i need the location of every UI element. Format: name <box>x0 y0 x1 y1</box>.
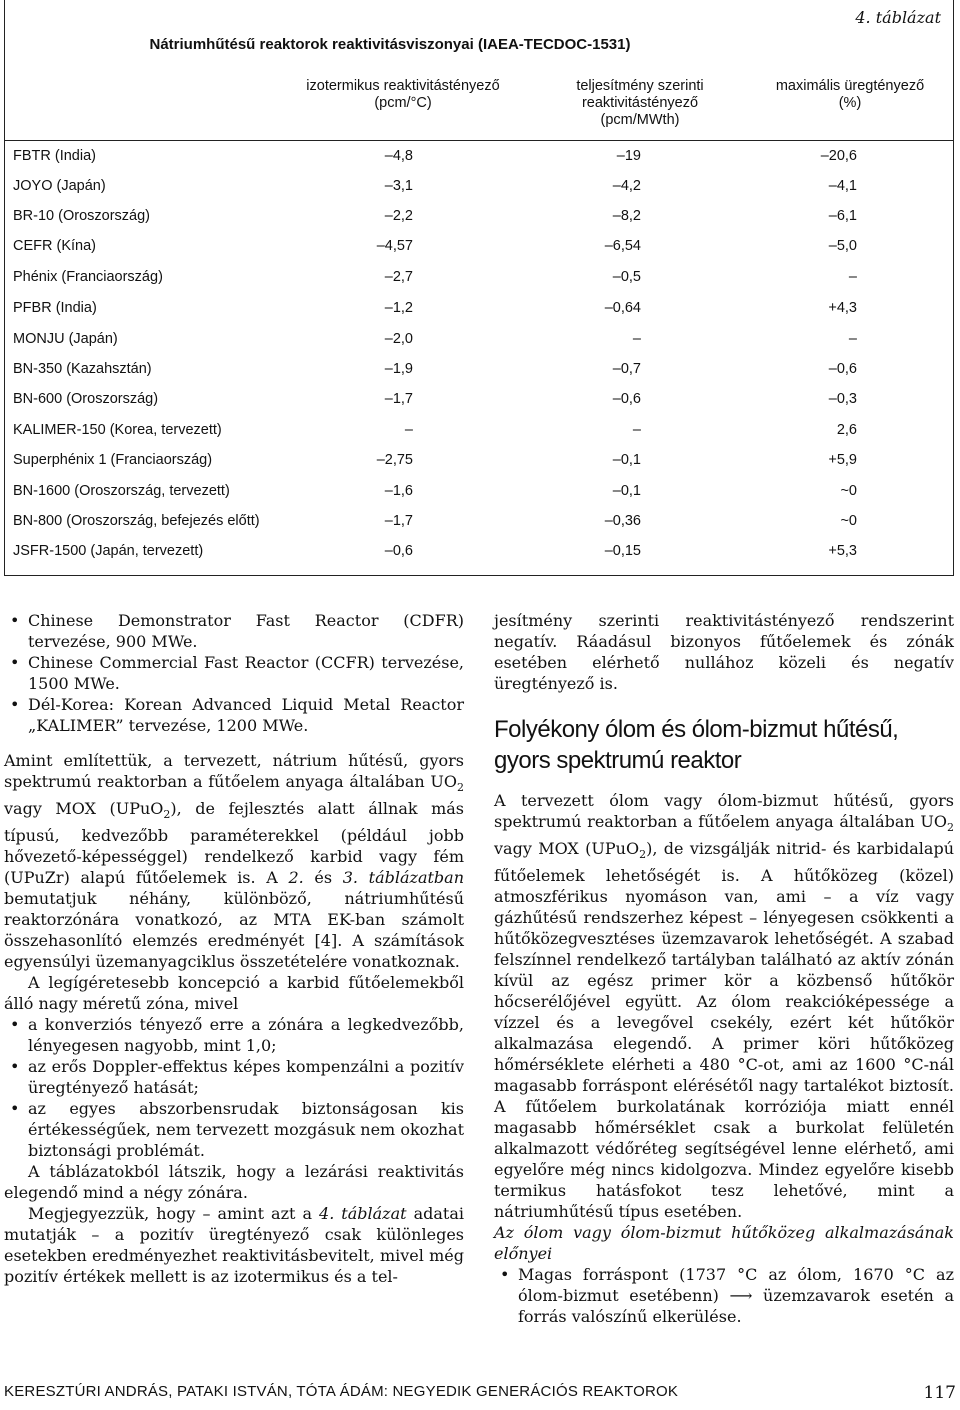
void-value: 2,6 <box>836 422 857 438</box>
table-row <box>5 481 953 503</box>
reactor-name: BN-800 (Oroszország, befejezés előtt) <box>13 513 260 529</box>
list-item: • az erős Doppler-effektus képes kompenzálni a pozitív üregtényező hatását; <box>4 1056 464 1098</box>
column-header-isothermal: izotermikus reaktivitástényező (pcm/°C) <box>306 78 500 111</box>
isothermal-value: –1,7 <box>384 391 413 407</box>
table-number: 4. táblázat <box>855 8 941 27</box>
table-row <box>5 450 953 472</box>
void-value: +5,9 <box>828 452 857 468</box>
table-row <box>5 298 953 320</box>
reactor-name: Phénix (Franciaország) <box>13 269 163 285</box>
isothermal-value: –1,9 <box>384 361 413 377</box>
column-header-void: maximális üregtényező (%) <box>775 78 925 111</box>
isothermal-value: –4,8 <box>384 148 413 164</box>
left-column <box>4 610 464 1287</box>
power-value: –0,64 <box>604 300 641 316</box>
reactor-name: BN-350 (Kazahsztán) <box>13 361 152 377</box>
isothermal-value: –1,7 <box>384 513 413 529</box>
power-value: –8,2 <box>612 208 641 224</box>
isothermal-value: –3,1 <box>384 178 413 194</box>
power-value: –0,7 <box>612 361 641 377</box>
isothermal-value: –1,2 <box>384 300 413 316</box>
paragraph-continued: jesítmény szerinti reaktivitástényező rendszerint negatív. Ráadásul bizonyos fűtőelemek és zónák esetében elérhető nullához közeli és negatív üregtényező is. <box>494 611 954 693</box>
power-value: – <box>632 331 641 347</box>
reactor-name: JOYO (Japán) <box>13 178 106 194</box>
table-row <box>5 389 953 411</box>
table-row <box>5 359 953 381</box>
reactor-name: MONJU (Japán) <box>13 331 118 347</box>
reactor-name: JSFR-1500 (Japán, tervezett) <box>13 543 204 559</box>
reactivity-table <box>4 0 954 576</box>
void-value: –20,6 <box>820 148 857 164</box>
void-value: – <box>848 331 857 347</box>
reactor-name: Superphénix 1 (Franciaország) <box>13 452 213 468</box>
paragraph-shutdown: A táblázatokból látszik, hogy a lezárási reaktivitás elegendő mind a négy zónára. <box>4 1162 464 1203</box>
power-value: –19 <box>616 148 641 164</box>
void-value: – <box>848 269 857 285</box>
column-header-power: teljesítmény szerinti reaktivitástényező (pcm/MWth) <box>576 78 704 128</box>
isothermal-value: –2,7 <box>384 269 413 285</box>
paragraph-concept: A legígéretesebb koncepció a karbid fűtőelemekből álló nagy méretű zóna, mivel <box>4 973 464 1014</box>
paragraph-fuel: Amint említettük, a tervezett, nátrium hűtésű, gyors spektrumú reaktorban a fűtőelem anyaga általában $UO_2$ vagy MOX (UPuO$_2$), de fejlesztés alatt állnak más típusú, kedvezőbb paraméterekkel (például jobb hővezető-képességgel) rendelkező karbid vagy fém (UPuZr) alapú fűtőelemek is. A 2. és 3. táblázatban bemutatjuk néhány, különböző, nátriumhűtésű reaktorzónára vonatkozó, az MTA EK-ban számolt összehasonlító elemzés eredményét [4]. A számítások egyensúlyi üzemanyagciklus összetételére vonatkoznak. <box>4 751 465 972</box>
void-value: –5,0 <box>828 238 857 254</box>
paragraph-lead-reactor: A tervezett ólom vagy ólom-bizmut hűtésű, gyors spektrumú reaktorban a fűtőelem anyaga általában $UO_2$ vagy MOX (UPuO$_2$), de vizsgálják nitrid- és karbidalapú fűtőelemek lehetőségét is. A hűtőközeg (közel) atmoszférikus nyomáson van, ami – a víz vagy gázhűtésű rendszerhez képest – lényegesen csökkenti a hűtőközegvesztéses üzemzavarok lehetőségét. A szabad felszínnel rendelkező tartályban található az aktív zónán kívül az egész primer kör a közbenső hűtőkör hőcserélőjével együtt. Az ólom reakcióképessége a vízzel és a levegővel csekély, ezért két hűtőkör alkalmazása elegendő. A primer köri hűtőközeg hőmérséklete elérheti a 480 °C-ot, ami az 1600 °C-nál magasabb forráspont elérésétől nagy tartalékot biztosít. A fűtőelem burkolatának korróziója miatt ennél magasabb hőmérséklet csak a burkolat felületén alkalmazott védőréteg segítségével lenne elérhető, ami egyelőre még nincs kidolgozva. Mindez egyelőre kisebb termikus hatásfokot tesz lehetővé, mint a nátriumhűtésű típus esetében. <box>494 791 955 1222</box>
void-value: +5,3 <box>828 543 857 559</box>
right-column <box>494 610 954 1327</box>
void-value: –0,3 <box>828 391 857 407</box>
footer-authors: KERESZTÚRI ANDRÁS, PATAKI ISTVÁN, TÓTA ÁDÁM: NEGYEDIK GENERÁCIÓS REAKTOROK <box>4 1383 679 1400</box>
isothermal-value: –4,57 <box>376 238 413 254</box>
table-row <box>5 176 953 198</box>
void-value: ~0 <box>840 513 857 529</box>
reactor-name: CEFR (Kína) <box>13 238 96 254</box>
power-value: –6,54 <box>604 238 641 254</box>
power-value: – <box>632 422 641 438</box>
table-row <box>5 146 953 168</box>
power-value: –0,36 <box>604 513 641 529</box>
page-number: 117 <box>923 1383 956 1403</box>
isothermal-value: –0,6 <box>384 543 413 559</box>
void-value: +4,3 <box>828 300 857 316</box>
reactor-name: PFBR (India) <box>13 300 97 316</box>
isothermal-value: –2,75 <box>376 452 413 468</box>
void-value: –4,1 <box>828 178 857 194</box>
table-header-rule <box>5 140 953 141</box>
isothermal-value: – <box>404 422 413 438</box>
power-value: –0,6 <box>612 391 641 407</box>
paragraph-note: Megjegyezzük, hogy – amint azt a 4. táblázat adatai mutatják – a pozitív üregtényező csak különleges esetekben eredményezhet reaktivitásbevitelt, mivel még pozitív értékek mellett is az izotermikus és a tel- <box>4 1204 464 1287</box>
power-value: –0,1 <box>612 483 641 499</box>
section-heading: Folyékony ólom és ólom-bizmut hűtésű, gyors spektrumú reaktor <box>494 716 899 774</box>
table-row <box>5 206 953 228</box>
reactor-name: BN-600 (Oroszország) <box>13 391 159 407</box>
isothermal-value: –1,6 <box>384 483 413 499</box>
power-value: –4,2 <box>612 178 641 194</box>
reactor-name: FBTR (India) <box>13 148 96 164</box>
list-item: • Chinese Demonstrator Fast Reactor (CDFR) tervezése, 900 MWe. <box>4 610 464 652</box>
table-row <box>5 541 953 563</box>
list-item: • Magas forráspont (1737 °C az ólom, 1670 °C az ólom-bizmut esetébenn) ⟶ üzemzavarok esetén a forrás valószínű elkerülése. <box>494 1264 954 1327</box>
power-value: –0,5 <box>612 269 641 285</box>
power-value: –0,15 <box>604 543 641 559</box>
table-row <box>5 236 953 258</box>
table-row <box>5 267 953 289</box>
list-item: • a konverziós tényező erre a zónára a legkedvezőbb, lényegesen nagyobb, mint 1,0; <box>4 1014 464 1056</box>
isothermal-value: –2,0 <box>384 331 413 347</box>
isothermal-value: –2,2 <box>384 208 413 224</box>
void-value: ~0 <box>840 483 857 499</box>
table-row <box>5 420 953 442</box>
power-value: –0,1 <box>612 452 641 468</box>
table-row <box>5 511 953 533</box>
table-row <box>5 329 953 351</box>
list-item: • Dél-Korea: Korean Advanced Liquid Metal Reactor „KALIMER” tervezése, 1200 MWe. <box>4 694 464 736</box>
reactor-name: BN-1600 (Oroszország, tervezett) <box>13 483 230 499</box>
table-title: Nátriumhűtésű reaktorok reaktivitásviszonyai (IAEA-TECDOC-1531) <box>149 36 631 53</box>
subheading-advantages: Az ólom vagy ólom-bizmut hűtőközeg alkalmazásának előnyei <box>494 1223 954 1264</box>
list-item: • az egyes abszorbensrudak biztonságosan kis értékességűek, nem tervezett mozgásuk nem okozhat biztonsági problémát. <box>4 1098 464 1161</box>
list-item: • Chinese Commercial Fast Reactor (CCFR) tervezése, 1500 MWe. <box>4 652 464 694</box>
reactor-name: BR-10 (Oroszország) <box>13 208 150 224</box>
reactor-name: KALIMER-150 (Korea, tervezett) <box>13 422 222 438</box>
void-value: –0,6 <box>828 361 857 377</box>
void-value: –6,1 <box>828 208 857 224</box>
